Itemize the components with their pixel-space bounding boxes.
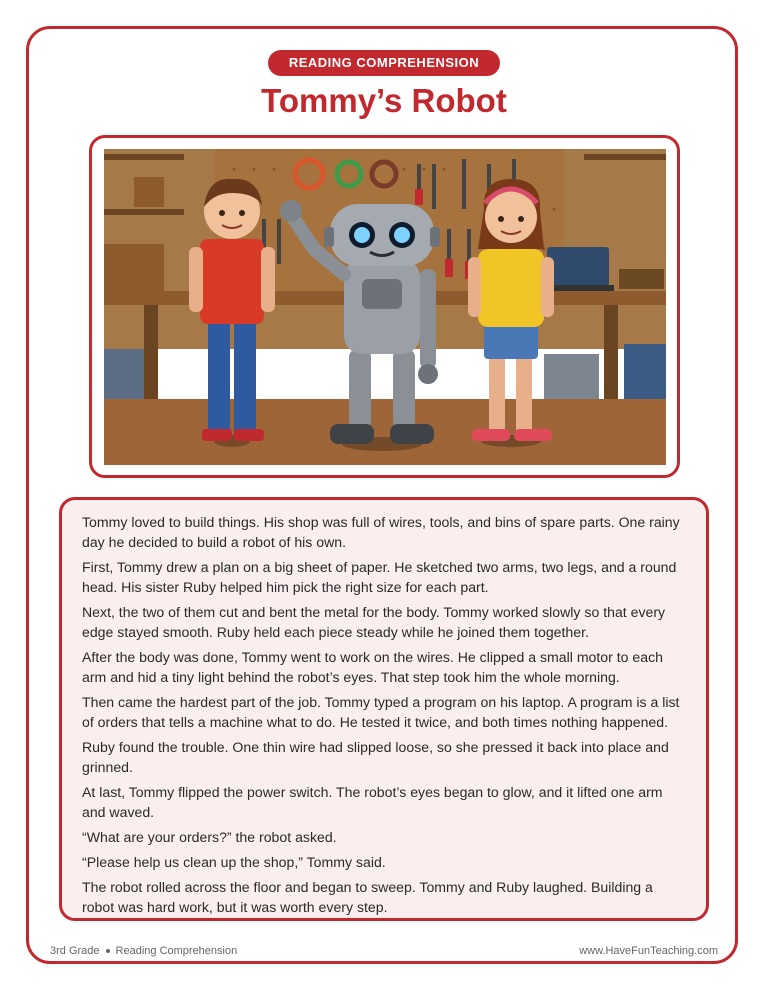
website-link[interactable]: www.HaveFunTeaching.com (579, 945, 718, 957)
story-paragraph: Tommy loved to build things. His shop was full of wires, tools, and bins of spare parts. One rainy day he decided to build a robot of his own. (82, 514, 680, 550)
story-paragraph: Next, the two of them cut and bent the metal for the body. Tommy worked slowly so that every edge stayed smooth. Ruby held each piece steady while he joined them together. (82, 604, 666, 640)
story-paragraph: At last, Tommy flipped the power switch. The robot’s eyes began to glow, and it lifted one arm and waved. (82, 784, 663, 820)
bullet-icon (106, 949, 110, 953)
story-paragraph: After the body was done, Tommy went to work on the wires. He clipped a small motor to each arm and hid a tiny light behind the robot’s eyes. That step took him the whole morning. (82, 649, 663, 685)
story-text (82, 512, 688, 922)
robot-workshop-illustration (104, 149, 666, 465)
grade-label: 3rd Grade (50, 945, 100, 957)
story-paragraph: “What are your orders?” the robot asked. (82, 829, 337, 845)
story-paragraph: First, Tommy drew a plan on a big sheet of paper. He sketched two arms, two legs, and a round head. His sister Ruby helped him pick the right size for each part. (82, 559, 677, 595)
page-title: Tommy’s Robot (261, 82, 507, 119)
story-paragraph: The robot rolled across the floor and began to sweep. Tommy and Ruby laughed. Building a robot was hard work, but it was worth every step. (82, 879, 653, 915)
story-paragraph: Ruby found the trouble. One thin wire had slipped loose, so she pressed it back into place and grinned. (82, 739, 669, 775)
workshop-scene-svg (104, 149, 666, 465)
subject-label: Reading Comprehension (115, 945, 238, 957)
story-paragraph: Then came the hardest part of the job. Tommy typed a program on his laptop. A program is a list of orders that tells a machine what to do. He tested it twice, and both times nothing happened. (82, 694, 680, 730)
category-badge: READING COMPREHENSION (268, 50, 500, 76)
footer-info (50, 945, 237, 957)
story-paragraph: “Please help us clean up the shop,” Tommy said. (82, 854, 386, 870)
laptop-icon (547, 247, 609, 287)
